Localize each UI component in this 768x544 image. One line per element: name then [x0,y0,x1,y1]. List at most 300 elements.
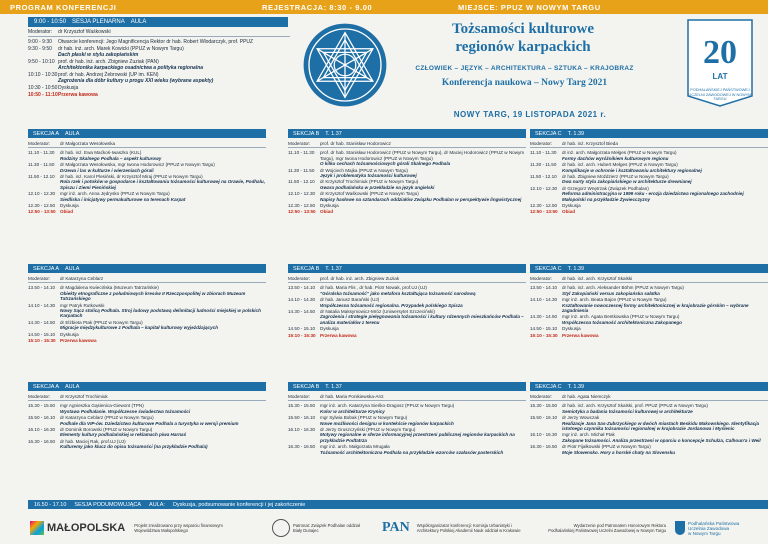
row-details [60,403,266,414]
row-time: 14.10 - 14.30 [28,302,56,308]
summary-time: 16.50 - 17.10 [34,501,67,508]
row-time: 15:10 - 15:30 [530,332,558,338]
section-room: T. 1.37 [325,383,342,390]
row-time: Moderator: [28,276,51,281]
row-details [60,439,266,450]
talk-title: Wystawa Podhalanie. Współczesne świadectwa tożsamości [60,408,191,414]
program-row [530,285,768,296]
row-details [320,285,526,296]
talk-title: Rola rzek i potoków w gospodarce i kształtowaniu tożsamości kulturowej na Orawie, Podhalu, Spiszu i Ziemi Pienińskiej [60,179,265,190]
section-list [530,394,768,455]
ppuz-name: Podhalańska Państwowa Uczelnia Zawodowa [688,520,740,531]
row-time: 11.30 - 11.50 [530,162,557,168]
row-time: Moderator: [288,394,311,399]
program-row [28,174,266,190]
row-details [320,427,526,443]
row-time: 11.50 - 12.10 [530,174,557,180]
row-time: 11.10 - 11.30 [288,150,315,156]
row-details [320,203,526,208]
program-row [28,209,266,214]
patronage-desc: Wydarzenie pod Patronatem Honorowym Rektora Podhalańskiej Państwowej Uczelni Zawodowej w Nowym Targu [548,523,666,533]
section-header [530,129,768,138]
row-text: dr hab. Maria Flis , dr hab. Piotr Nowak, prof.UJ (UJ) [320,285,427,291]
row-details [60,303,266,319]
row-time: 12.10 - 12.30 [288,191,316,197]
section-room: AULA [65,130,80,137]
row-text: dr hab. Janusz Barański (UJ) [320,297,380,303]
conference-subtitle: CZŁOWIEK – JĘZYK – ARCHITEKTURA – SZTUKA – KRAJOBRAZ [415,65,634,72]
program-row [28,191,266,202]
section-list [288,394,526,455]
row-time: 15.50 - 16.10 [288,415,316,421]
row-text: dr hab. Zbigniew Moździerz (PPUZ w Nowym Targu) [562,174,669,180]
row-text: dr Małgorzata Wesołowska [60,141,116,146]
row-time: Moderator: [288,141,311,146]
row-text: dr hab. inż. Krzysztof Bieda [562,141,618,146]
row-details [60,338,266,343]
row-details [562,285,768,296]
row-time: Moderator: [28,394,51,399]
row-text: prof. dr hab. Stanisław Hodorowicz [320,141,391,146]
row-text: dr Krzysztof Waśkowski [58,29,111,35]
talk-title: Obiekty etnograficzne z południowych kresów II Rzeczpospolitej w zbiorach Muzeum Tatrzańskiego [60,290,246,302]
row-time: 9:30 - 9:50 [28,46,52,52]
anniversary-number: 20 [703,34,737,71]
row-details [562,314,768,325]
program-row [530,141,768,148]
row-details [60,276,266,281]
talk-title: Nowe możliwości designu w kontekście regionów karpackich [320,420,454,426]
row-text: dr hab. inż. arch. Hubert Mełges (PPUZ w Nowym Targu) [562,162,678,168]
row-time: 14.50 - 15.10 [530,326,558,332]
row-text: dr Krzysztof Trochimiuk (PPUZ w Nowym Targu) [320,179,419,185]
row-text: Obiad [60,209,74,215]
program-row [288,276,526,283]
row-details [320,444,526,455]
section-header [28,382,266,391]
summary-title: SESJA PODUMOWUJĄCA [74,501,142,508]
talk-title: Drzewa i las w kulturze i wierzeniach górali [60,167,154,173]
program-row [530,444,768,455]
row-text: mgr inż. arch. Anna Jędrysko (PPUZ w Nowym Targu) [60,191,170,197]
row-text: mgr Sylwia Bobak (PPUZ w Nowym Targu) [320,415,408,421]
pan-logo [382,520,522,536]
program-title: PROGRAM KONFERENCJI [10,3,117,12]
row-details [60,320,266,331]
row-details [320,394,526,399]
row-details [58,46,290,58]
row-time: Moderator: [530,394,553,399]
row-text: dr Katarzyna Ceblarz [60,276,104,281]
section-header [288,129,526,138]
talk-title: Semiotyka a badania tożsamości kulturowej w architekturze [562,408,693,414]
row-text: dr Wojciech Majka (PPUZ w Nowym Targu) [320,167,408,173]
section-list [530,276,768,338]
malopolska-logo [30,521,224,535]
program-row [28,92,290,98]
row-time: 16.30 - 16.50 [288,444,316,450]
program-row [288,179,526,190]
row-text: dr Magdalena Kwiecińska (Muzeum Tatrzańskie) [60,285,159,291]
talk-title: Siedliska i inicjatywy permakulturowe na terenach Karpat [60,196,186,202]
section-label: SEKCJA C [535,130,562,137]
zwiazek-logo [272,519,363,537]
program-row [288,203,526,208]
ppuz-logo [675,521,758,536]
program-row [28,320,266,331]
section-list [28,141,266,215]
row-text: Dyskusja [320,326,339,332]
section-block [288,129,526,216]
section-room: AULA [65,383,80,390]
malopolska-desc: Projekt zrealizowano przy wsparciu finansowym Województwa Małopolskiego [134,523,223,533]
program-row [288,333,526,338]
row-time: 12.30 - 12.50 [28,203,56,209]
talk-title: Gwara podhalańska w przekładzie na język angielski [320,184,435,190]
section-header [530,382,768,391]
program-row [28,72,290,84]
zwiazek-desc: Patronat: Związek Podhalan oddział Biały Dunajec [293,523,360,533]
row-details [60,174,266,190]
section-header [530,264,768,273]
row-text: dr Jerzy Gruszczyński (PPUZ w Nowym Targu) [320,427,416,433]
row-time: 15:10 - 15:30 [288,332,316,338]
program-row [288,297,526,308]
row-time: 12.10 - 12.30 [530,185,558,191]
row-text: dr Katarzyna Ceblarz (PPUZ w Nowym Targu) [60,415,154,421]
malopolska-text: MAŁOPOLSKA [47,522,126,534]
row-details [60,427,266,438]
pan-desc: Współorganizator konferencji: Komisja Urbanistyki i Architektury Polskiej Akademii Nauk oddział w Krakowie [416,523,521,533]
row-text: prof. dr hab. Stanisław Hodorowicz (PPUZ w Nowym Targu), dr Maciej Hodorowicz (PPUZ w Nowym Targu), mgr Iwona Hodorowicz (PPUZ w Nowym Targu) [320,150,525,161]
sponsors-bar [0,512,768,544]
row-text: Obiad [320,209,334,215]
program-row [28,332,266,337]
row-text: dr hab. inż. arch. Krzysztof Skalski, prof. PPUZ (PPUZ w Nowym Targu) [562,403,708,409]
row-text: Otwarcie konferencji: Jego Magnificencja Rektor dr hab. Robert Włodarczyk, prof. PPUZ [58,39,254,45]
row-details [60,285,266,301]
section-block [28,382,266,451]
row-details [320,150,526,166]
program-row [288,444,526,455]
section-list [288,141,526,215]
talk-title: Moje Słowensko. Hory a horské chaty na Slovensku [562,449,676,455]
row-details [58,39,290,45]
row-time: 15.30 - 15.50 [530,403,558,409]
venue-info: MIEJSCE: PPUZ W NOWYM TARGU [458,3,601,12]
row-time: 15.50 - 16.10 [28,415,56,421]
section-room: T. 1.37 [325,130,342,137]
row-details [60,332,266,337]
row-text: dr hab. Agata Niemczyk [562,394,611,399]
plenary-list [28,29,290,99]
talk-title: Tożsamość architektoniczna Podhala na przykładzie wzorców szałasów pasterskich [320,449,504,455]
talk-title: Język i problematyka tożsamości kulturowej [320,173,417,179]
row-details [562,203,768,208]
row-text: mgr inż. arch. Małgorzata Mrugała [320,444,390,450]
row-details [320,191,526,202]
talk-title: Architektonika karpackiego osadnictwa a polityka regionalna [58,65,204,71]
section-list [530,141,768,215]
row-details [320,415,526,426]
row-details [562,403,768,414]
row-time: 13.50 - 14.10 [288,285,316,291]
section-header [28,129,266,138]
row-text: Dyskusja [320,203,339,209]
talk-title: Dwa nurty stylu zakopiańskiego w architekturze drewnianej [562,179,692,185]
row-text: Dyskusja [562,326,581,332]
program-row [530,150,768,161]
row-details [58,72,290,84]
program-row [530,186,768,202]
program-row [28,276,266,283]
row-text: dr hab. inż. Ewa Maćkoś-Iwaszko (KUL) [60,150,142,156]
row-text: mgr Agnieszka Gąsienica-Giewont (TPN) [60,403,144,409]
section-block [288,264,526,339]
row-text: prof. dr hab. Andrzej Żebrowski (UP im. KEN) [58,72,159,78]
section-list [28,276,266,343]
row-text: Dyskusja [562,203,581,209]
row-time: 10:10 - 10:30 [28,72,58,78]
row-time: Moderator: [530,276,553,281]
pan-text: PAN [382,520,410,535]
row-details [562,415,768,431]
program-row [288,285,526,296]
program-row [530,314,768,325]
talk-title: Kolor w architekturze Krynicy [320,408,385,414]
section-room: AULA [65,265,80,272]
talk-title: Elementy kultury podhalańskiej w reklamach piwa Harnaś [60,432,187,438]
row-text: dr Dominik Borowski (PPUZ w Nowym Targu) [60,427,153,433]
row-details [60,162,266,173]
program-row [28,403,266,414]
row-text: mgr inż. arch. Katarzyna Sieńko-Dragosz (PPUZ w Nowym Targu) [320,403,455,409]
conference-name: Konferencja naukowa – Nowy Targ 2021 [441,78,608,88]
row-text: dr inż. arch. Małgorzata Mełges (PPUZ w Nowym Targu) [562,150,677,156]
section-room: T. 1.39 [567,265,585,272]
row-details [320,309,526,325]
row-details [562,297,768,313]
row-time: 16.30 - 16.50 [530,444,558,450]
talk-title: Rodziny Skalnego Podhala – aspekt kulturowy [60,155,162,161]
row-text: Dyskusja [60,203,79,209]
row-text: prof. dr hab. inż. arch. Zbigniew Zuziak (PAN) [58,59,159,65]
section-block [530,129,768,216]
talk-title: Realizacje Jana Sas-Zubrzyckiego w dwóch miastach Beskidu Makowskiego. Identyfikacja istotnego czynnika tożsamości regionalnej w krajobrazie Jordanowa i Myślenic [562,420,760,432]
talk-title: Reforma administracyjna w 1999 roku - erozja dziedzictwa regionalnego zachodniej Małopolski na przykładzie Żywiecczyzny [562,191,744,202]
row-details [320,209,526,214]
row-details [562,150,768,161]
row-details [562,186,768,202]
program-row [28,338,266,343]
program-row [288,209,526,214]
program-row [530,394,768,401]
section-room: T. 1.39 [567,130,585,137]
row-text: mgr inż. arch. Michał Ptak [562,432,615,438]
anniversary-badge [680,16,760,108]
top-bar [0,0,768,14]
program-row [530,333,768,338]
program-row [530,415,768,431]
row-details [60,415,266,426]
row-time: 14.50 - 15.10 [288,326,316,332]
section-label: SEKCJA B [293,130,320,137]
talk-title: Podhale dla VIP-ów. Dziedzictwo kulturowe Podhala a turystyka w wersji premium [60,420,239,426]
program-row [288,168,526,179]
row-details [320,168,526,179]
ppuz-sub: w Nowym Targu [688,530,721,536]
row-time: Moderator: [28,141,51,146]
program-row [28,427,266,438]
row-time: 13.50 - 14.10 [28,285,56,291]
program-row [28,285,266,301]
row-text: dr Jerzy Wowczak [562,415,600,421]
row-details [320,333,526,338]
row-time: 15.30 - 15.50 [28,403,56,409]
program-row [530,326,768,331]
program-row [28,39,290,45]
row-text: dr hab. inż. arch. Aleksander Böhm (PPUZ w Nowym Targu) [562,285,684,291]
row-details [562,162,768,173]
row-details [320,297,526,308]
talk-title: Zagrożenia dla dóbr kultury u progu XXI wieku (wybrane aspekty) [58,78,214,84]
row-details [562,394,768,399]
row-text: dr Krzysztof Waśkowski (PPUZ w Nowym Targu) [320,191,419,197]
row-details [320,179,526,190]
row-details [60,141,266,146]
row-details [58,59,290,71]
talk-title: Zakopane tożsamości. Analiza przestrzeni w oparciu o koncepcje Schulza, Calhoun'a i Weil [562,437,761,443]
section-list [288,276,526,338]
talk-title: Komplikacje w ochronie i kształtowaniu architektury regionalnej [562,167,702,173]
program-row [28,303,266,319]
row-text: dr Piotr Fijałkowski (PPUZ w Nowym Targu) [562,444,651,450]
row-text: Przerwa kawowa [60,338,97,344]
talk-title: Nowy Sącz stolicą Podhala. Stroj ludowy podstawą delimitacji ludności miejskiej w polskich Karpatach [60,308,261,319]
section-header [28,264,266,273]
row-text: Dyskusja [60,331,79,337]
row-time: 13.50 - 14.10 [530,285,558,291]
row-time: 11.30 - 11.50 [288,167,315,173]
section-label: SEKCJA C [535,265,562,272]
row-time: 9:00 - 9:30 [28,39,52,45]
program-row [288,394,526,401]
program-row [530,162,768,173]
row-time: 11.30 - 11.50 [28,162,55,168]
row-details [60,150,266,161]
plenary-room: AULA [130,19,147,25]
program-row [28,439,266,450]
program-row [530,174,768,185]
row-text: dr Grzegorz Wnętrzak (Związek Podhalan) [562,185,649,191]
row-time: 12.10 - 12.30 [28,191,56,197]
section-block [28,264,266,344]
row-time: 11.10 - 11.30 [28,150,55,156]
program-row [288,150,526,166]
talk-title: Napisy hasłowe na sztandarach oddziałów Związku Podhalan w perspektywie lingwistycznej [320,196,522,202]
row-text: prof. dr hab. inż. arch. Zbigniew Zuziak [320,276,400,281]
section-block [288,382,526,456]
section-header [288,382,526,391]
program-row [530,209,768,214]
row-details [320,326,526,331]
summary-room: AULA: [149,501,165,508]
row-time: Moderator: [28,29,53,35]
row-details [562,326,768,331]
section-room: T. 1.39 [567,383,585,390]
row-details [58,29,290,35]
section-room: T. 1.37 [325,265,342,272]
plenary-title: SESJA PLENARNA [72,19,125,25]
row-text: dr hab. inż. Karol Plesiński, dr Krzysztof Miraj (PPUZ w Nowym Targu) [60,174,203,180]
section-label: SEKCJA B [293,265,320,272]
title-line-1: Tożsamości kulturowe [451,21,595,37]
talk-title: O kilku cechach tożsamościowych górali Skalnego Podhala [320,161,451,167]
program-row [28,203,266,208]
program-row [28,141,266,148]
program-row [288,427,526,443]
row-time: 12.30 - 12.50 [288,203,316,209]
row-text: Dyskusja [58,85,79,91]
section-list [28,394,266,450]
program-row [288,309,526,325]
talk-title: Styl Zakopiański versus zakopiańska sałatka [562,290,660,296]
row-time: 15.30 - 15.50 [288,403,316,409]
plenary-time: 9:00 - 10:50 [34,19,67,25]
row-text: dr Elżbieta Ptak (PPUZ w Nowym Targu) [60,319,143,325]
row-time: 14.10 - 14.30 [530,297,558,303]
row-time: 14.30 - 14.50 [288,309,316,315]
title-line-2: regionów karpackich [455,39,591,55]
talk-title: Migracje międzykulturowe z Podhala – kapitał kulturowy wyjeżdżających [60,325,219,331]
program-row [288,403,526,414]
talk-title: Dach płaski w stylu zakopiańskim [58,52,139,58]
row-time: 12:50 - 13:50 [288,209,316,215]
row-time: 12:50 - 13:50 [530,209,558,215]
row-time: Moderator: [288,276,311,281]
row-details [562,174,768,185]
row-text: mgr inż. arch. Beata Bajon (PPUZ w Nowym Targu) [562,297,667,303]
row-time: 12.30 - 12.50 [530,203,558,209]
row-time: 14.30 - 14.50 [28,319,56,325]
plenary-header [28,17,288,27]
row-details [562,333,768,338]
anniversary-lat: LAT [712,72,728,81]
row-text: dr hab. inż. arch. Krzysztof Skalski [562,276,633,281]
row-text: dr Krzysztof Trochimiuk [60,394,108,399]
row-time: 15.50 - 16.10 [530,415,558,421]
program-row [530,203,768,208]
talk-title: Kulturemy jako klucz do opisu tożsamości (na przykładzie Podhala) [60,444,208,450]
row-text: mgr Patryk Rutkowski [60,302,105,308]
row-time: 9:50 - 10:10 [28,59,55,65]
section-label: SEKCJA C [535,383,562,390]
talk-title: Motywy regionalne w sferze informacyjnej przestrzeni publicznej regionów karpackich na przykładzie Podtatrza [320,432,515,443]
section-block [530,382,768,456]
program-row [28,394,266,401]
malopolska-icon [30,521,44,535]
row-time: 16.10 - 16.30 [28,427,56,433]
row-details [562,276,768,281]
section-label: SEKCJA B [293,383,320,390]
program-row [530,432,768,443]
anniversary-ring-text: PODHALAŃSKIEJ PAŃSTWOWEJ UCZELNI ZAWODOWEJ W NOWYM TARGU [688,88,752,101]
row-time: Moderator: [530,141,553,146]
row-time: 15:10 - 15:30 [28,338,56,344]
row-text: dr Natalia Maksymowicz-Mróz (Uniwersytet Szczeciński) [320,309,435,315]
program-row [28,85,290,91]
row-details [562,209,768,214]
